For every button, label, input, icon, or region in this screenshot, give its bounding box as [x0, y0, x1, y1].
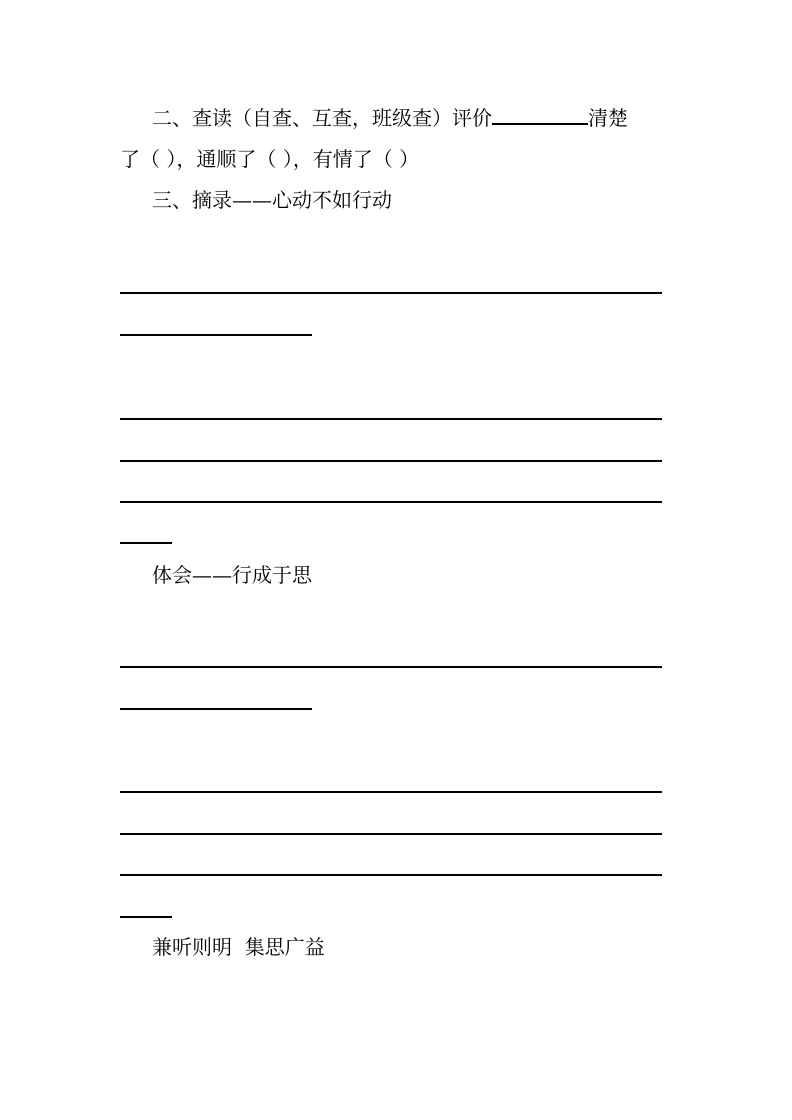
writing-line[interactable]	[120, 501, 662, 503]
writing-line[interactable]	[120, 334, 312, 336]
section2-line2: 了（ ），通顺了（ ），有情了（ ）	[120, 147, 420, 171]
closing-text: 兼听则明 集思广益	[152, 935, 325, 959]
reflection-heading: 体会——行成于思	[152, 563, 312, 587]
writing-line[interactable]	[120, 833, 662, 835]
writing-line[interactable]	[120, 542, 172, 544]
writing-line[interactable]	[120, 460, 662, 462]
writing-line[interactable]	[120, 874, 662, 876]
writing-line[interactable]	[120, 708, 312, 710]
section2-after-blank: 清楚	[588, 106, 628, 130]
writing-line[interactable]	[120, 418, 662, 420]
writing-line[interactable]	[120, 791, 662, 793]
writing-line[interactable]	[120, 666, 662, 668]
evaluation-blank[interactable]	[492, 103, 588, 125]
section2-line1	[152, 103, 628, 132]
writing-line[interactable]	[120, 292, 662, 294]
writing-line[interactable]	[120, 916, 172, 918]
section2-prefix: 二、查读（自查、互查，班级查）评价	[152, 106, 492, 130]
section3-heading: 三、摘录——心动不如行动	[152, 188, 392, 212]
